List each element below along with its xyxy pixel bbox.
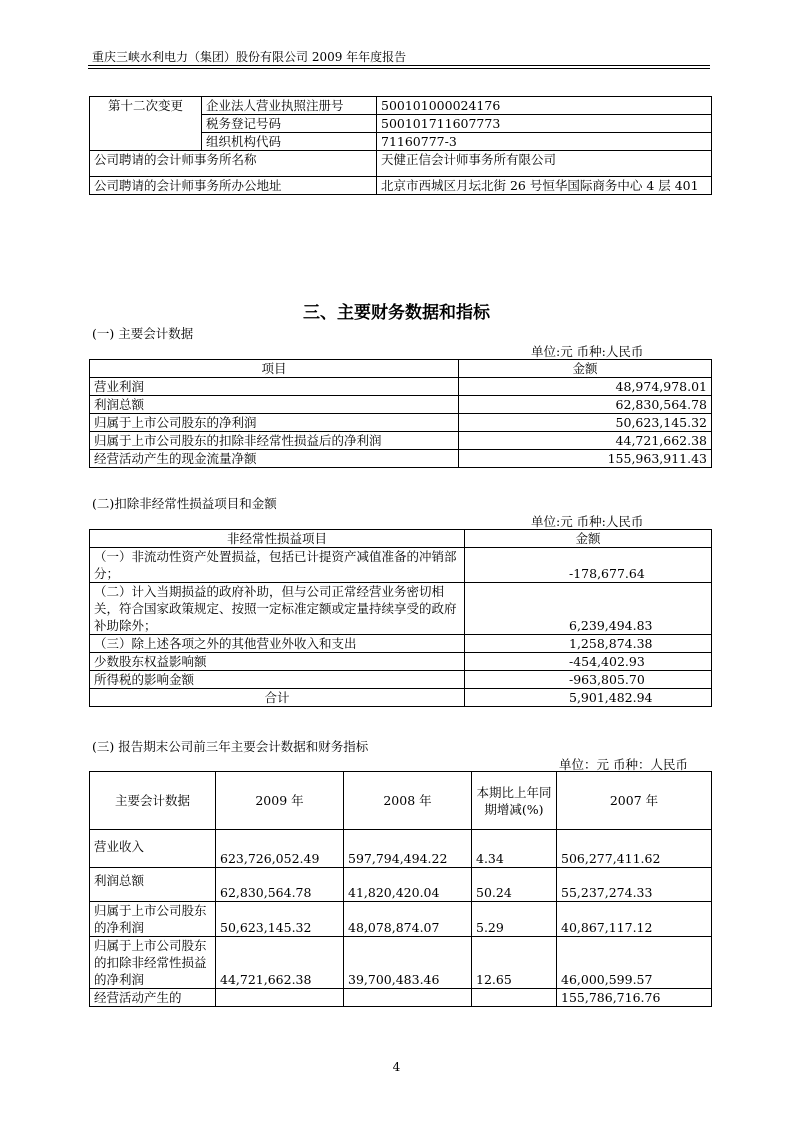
total-label: 合计 — [90, 689, 465, 707]
row-item: （二）计入当期损益的政府补助，但与公司正常经营业务密切相关，符合国家政策规定、按照一定标准定额或定量持续享受的政府补助除外； — [90, 583, 465, 635]
main-accounting-table — [89, 359, 712, 468]
row-item: 归属于上市公司股东的净利润 — [90, 414, 459, 432]
cell-2008: 41,820,420.04 — [344, 868, 472, 902]
reg-label: 税务登记号码 — [202, 115, 377, 133]
cell-2009: 50,623,145.32 — [216, 902, 344, 937]
cell-change: 12.65 — [472, 937, 557, 989]
col-header-change: 本期比上年同期增减(%) — [472, 772, 557, 830]
col-header-amount: 金额 — [459, 360, 712, 378]
reg-label: 企业法人营业执照注册号 — [202, 97, 377, 115]
row-item: （三）除上述各项之外的其他营业外收入和支出 — [90, 635, 465, 653]
non-recurring-table — [89, 529, 712, 707]
row-item: （一）非流动性资产处置损益，包括已计提资产减值准备的冲销部分； — [90, 548, 465, 583]
row-amount: 62,830,564.78 — [459, 396, 712, 414]
col-header-item: 主要会计数据 — [90, 772, 216, 830]
row-item: 少数股东权益影响额 — [90, 653, 465, 671]
col-header-item: 项目 — [90, 360, 459, 378]
registration-table — [89, 96, 712, 195]
reg-value: 500101000024176 — [377, 97, 712, 115]
cell-2008 — [344, 989, 472, 1007]
row-item: 营业利润 — [90, 378, 459, 396]
row-amount: 155,963,911.43 — [459, 450, 712, 468]
section-3-unit: 单位：元 币种：人民币 — [559, 757, 688, 772]
row-amount: 6,239,494.83 — [465, 583, 712, 635]
auditor-address-label: 公司聘请的会计师事务所办公地址 — [90, 177, 377, 195]
section-title: 三、主要财务数据和指标 — [303, 303, 490, 323]
col-header-2008: 2008 年 — [344, 772, 472, 830]
row-amount: 48,974,978.01 — [459, 378, 712, 396]
row-item: 归属于上市公司股东的扣除非经常性损益后的净利润 — [90, 432, 459, 450]
col-header-amount: 金额 — [465, 530, 712, 548]
row-item: 经营活动产生的 — [90, 989, 216, 1007]
cell-2008: 48,078,874.07 — [344, 902, 472, 937]
row-amount: 44,721,662.38 — [459, 432, 712, 450]
reg-value: 500101711607773 — [377, 115, 712, 133]
three-year-table — [89, 771, 712, 1007]
row-item: 经营活动产生的现金流量净额 — [90, 450, 459, 468]
row-amount: -963,805.70 — [465, 671, 712, 689]
col-header-2007: 2007 年 — [557, 772, 712, 830]
cell-2007: 40,867,117.12 — [557, 902, 712, 937]
cell-2009 — [216, 989, 344, 1007]
header-rule — [88, 65, 710, 66]
cell-change — [472, 989, 557, 1007]
row-amount: 50,623,145.32 — [459, 414, 712, 432]
cell-2007: 155,786,716.76 — [557, 989, 712, 1007]
row-item: 所得税的影响金额 — [90, 671, 465, 689]
cell-2007: 55,237,274.33 — [557, 868, 712, 902]
change-label: 第十二次变更 — [90, 97, 202, 151]
cell-2009: 62,830,564.78 — [216, 868, 344, 902]
page-number: 4 — [392, 1060, 401, 1074]
section-1-unit: 单位:元 币种:人民币 — [531, 344, 644, 359]
page-header: 重庆三峡水利电力（集团）股份有限公司 2009 年年度报告 — [92, 50, 407, 64]
cell-2009: 44,721,662.38 — [216, 937, 344, 989]
row-item: 利润总额 — [90, 396, 459, 414]
auditor-name-label: 公司聘请的会计师事务所名称 — [90, 151, 377, 177]
header-rule-thin — [88, 68, 710, 69]
col-header-item: 非经常性损益项目 — [90, 530, 465, 548]
row-item: 归属于上市公司股东的净利润 — [90, 902, 216, 937]
section-3-title: (三) 报告期末公司前三年主要会计数据和财务指标 — [92, 739, 369, 754]
cell-2008: 597,794,494.22 — [344, 830, 472, 868]
section-1-title: (一) 主要会计数据 — [92, 326, 194, 341]
reg-value: 71160777-3 — [377, 133, 712, 151]
row-item: 归属于上市公司股东的扣除非经常性损益的净利润 — [90, 937, 216, 989]
reg-label: 组织机构代码 — [202, 133, 377, 151]
row-item: 利润总额 — [90, 868, 216, 902]
row-amount: -454,402.93 — [465, 653, 712, 671]
cell-2007: 46,000,599.57 — [557, 937, 712, 989]
auditor-address: 北京市西城区月坛北街 26 号恒华国际商务中心 4 层 401 — [377, 177, 712, 195]
total-amount: 5,901,482.94 — [465, 689, 712, 707]
col-header-2009: 2009 年 — [216, 772, 344, 830]
cell-change: 50.24 — [472, 868, 557, 902]
section-2-title: (二)扣除非经常性损益项目和金额 — [92, 496, 277, 511]
cell-2007: 506,277,411.62 — [557, 830, 712, 868]
cell-2009: 623,726,052.49 — [216, 830, 344, 868]
cell-2008: 39,700,483.46 — [344, 937, 472, 989]
auditor-name: 天健正信会计师事务所有限公司 — [377, 151, 712, 177]
cell-change: 5.29 — [472, 902, 557, 937]
row-amount: -178,677.64 — [465, 548, 712, 583]
row-amount: 1,258,874.38 — [465, 635, 712, 653]
row-item: 营业收入 — [90, 830, 216, 868]
cell-change: 4.34 — [472, 830, 557, 868]
section-2-unit: 单位:元 币种:人民币 — [531, 514, 644, 529]
